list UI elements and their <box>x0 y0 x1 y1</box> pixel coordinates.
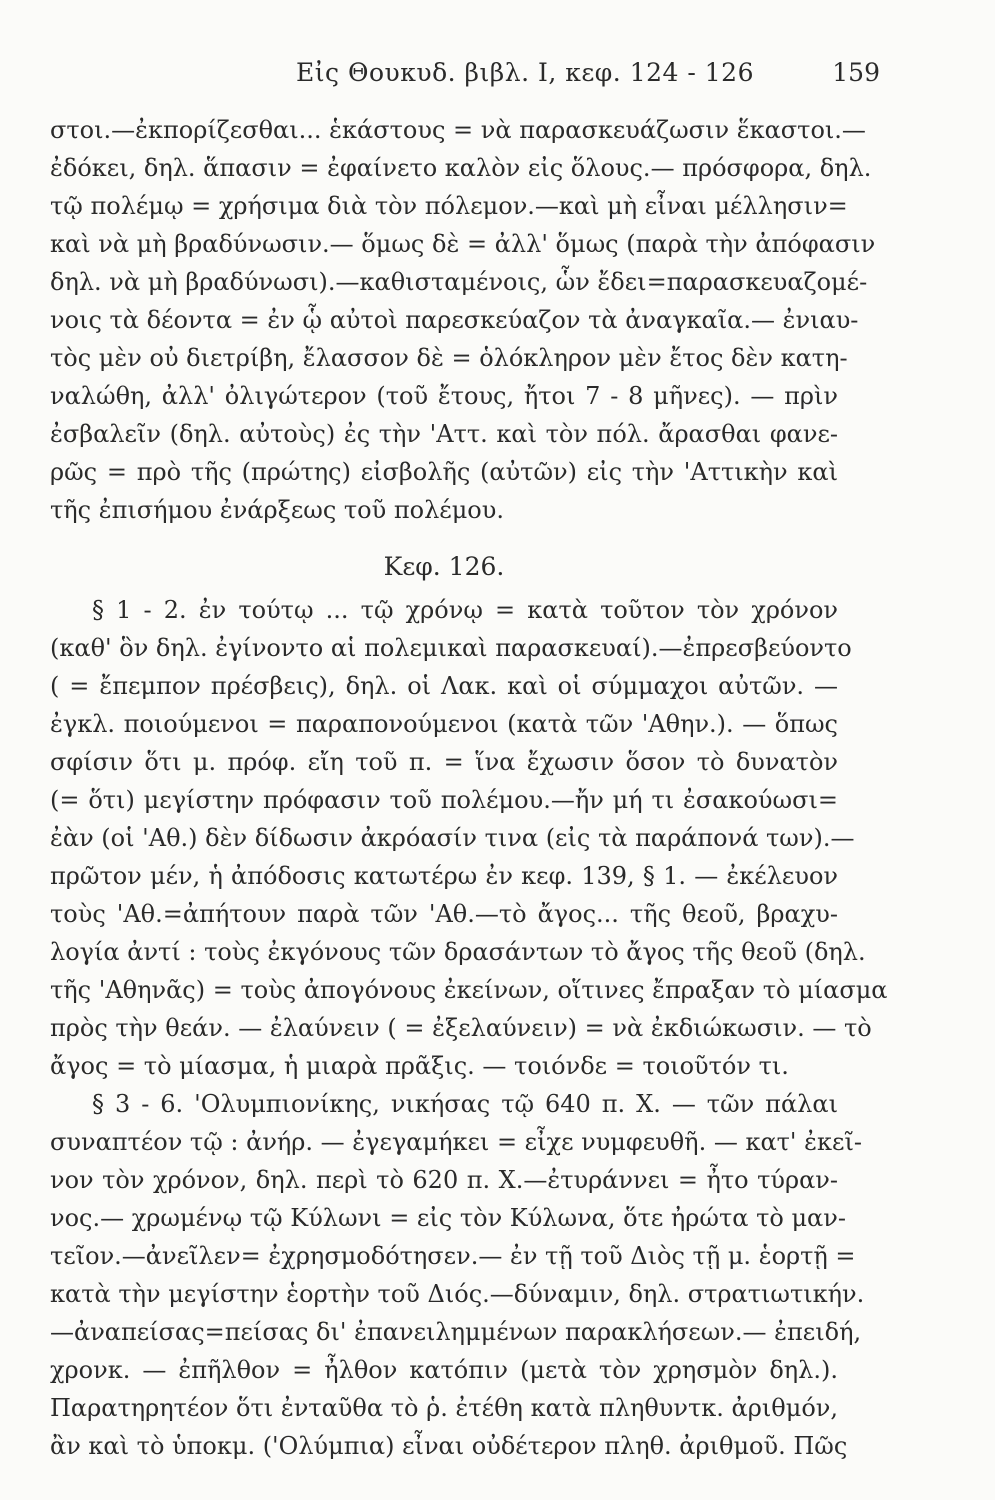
text-line: Παρατηρητέον ὅτι ἐνταῦθα τὸ ῥ. ἐτέθη κατὰ πληθυντκ. ἀριθμόν, <box>50 1394 838 1422</box>
text-line: ἄγος = τὸ μίασμα, ἡ μιαρὰ πρᾶξις. — τοιόνδε = τοιοῦτόν τι. <box>50 1052 789 1080</box>
text-line: τὸς μὲν οὐ διετρίβη, ἔλασσον δὲ = ὁλόκληρον μὲν ἔτος δὲν κατη- <box>50 344 848 372</box>
text-line: τῷ πολέμῳ = χρήσιμα διὰ τὸν πόλεμον.—καὶ μὴ εἶναι μέλλησιν= <box>50 192 848 220</box>
text-line: τοὺς 'Αθ.=ἀπήτουν παρὰ τῶν 'Αθ.—τὸ ἄγος... τῆς θεοῦ, βραχυ- <box>50 900 838 928</box>
text-line: σφίσιν ὅτι μ. πρόφ. εἴη τοῦ π. = ἵνα ἔχωσιν ὅσον τὸ δυνατὸν <box>50 748 838 776</box>
text-line: ἐσβαλεῖν (δηλ. αὐτοὺς) ἐς τὴν 'Αττ. καὶ τὸν πόλ. ἄρασθαι φανε- <box>50 420 838 448</box>
text-line: (= ὅτι) μεγίστην πρόφασιν τοῦ πολέμου.—ἤν μή τι ἐσακούωσι= <box>50 786 838 814</box>
text-line: δηλ. νὰ μὴ βραδύνωσι).—καθισταμένοις, ὧν ἔδει=παρασκευαζομέ- <box>50 268 868 296</box>
text-line: λογία ἀντί : τοὺς ἐκγόνους τῶν δρασάντων τὸ ἄγος τῆς θεοῦ (δηλ. <box>50 938 866 966</box>
text-line: συναπτέον τῷ : ἀνήρ. — ἐγεγαμήκει = εἶχε νυμφευθῆ. — κατ' ἐκεῖ- <box>50 1128 862 1156</box>
text-line: § 3 - 6. 'Ολυμπιονίκης, νικήσας τῷ 640 π. Χ. — τῶν πάλαι <box>92 1090 838 1118</box>
chapter-heading: Κεφ. 126. <box>383 552 505 581</box>
text-line: § 1 - 2. ἐν τούτῳ ... τῷ χρόνῳ = κατὰ τοῦτον τὸν χρόνον <box>92 596 838 624</box>
text-line: ρῶς = πρὸ τῆς (πρώτης) εἰσβολῆς (αὐτῶν) εἰς τὴν 'Αττικὴν καὶ <box>50 458 838 486</box>
running-title: Εἰς Θουκυδ. βιβλ. Ι, κεφ. 124 - 126 <box>296 58 754 87</box>
text-line: πρῶτον μέν, ἡ ἀπόδοσις κατωτέρω ἐν κεφ. 139, § 1. — ἐκέλευον <box>50 862 838 890</box>
text-line: (καθ' ὃν δηλ. ἐγίνοντο αἱ πολεμικαὶ παρασκευαί).—ἐπρεσβεύοντο <box>50 634 852 662</box>
text-line: —ἀναπείσας=πείσας δι' ἐπανειλημμένων παρακλήσεων.— ἐπειδή, <box>50 1318 862 1346</box>
text-line: τῆς 'Αθηνᾶς) = τοὺς ἀπογόνους ἐκείνων, οἵτινες ἔπραξαν τὸ μίασμα <box>50 976 888 1004</box>
text-line: χρονκ. — ἐπῆλθον = ἦλθον κατόπιν (μετὰ τὸν χρησμὸν δηλ.). <box>50 1356 838 1384</box>
page-number: 159 <box>832 58 880 87</box>
text-line: ( = ἔπεμπον πρέσβεις), δηλ. οἱ Λακ. καὶ οἱ σύμμαχοι αὐτῶν. — <box>50 672 838 700</box>
text-line: τεῖον.—ἀνεῖλεν= ἐχρησμοδότησεν.— ἐν τῇ τοῦ Διὸς τῇ μ. ἑορτῇ = <box>50 1242 856 1270</box>
text-line: καὶ νὰ μὴ βραδύνωσιν.— ὅμως δὲ = ἀλλ' ὅμως (παρὰ τὴν ἀπόφασιν <box>50 230 876 258</box>
text-line: νος.— χρωμένῳ τῷ Κύλωνι = εἰς τὸν Κύλωνα, ὅτε ἠρώτα τὸ μαν- <box>50 1204 846 1232</box>
text-line: νοις τὰ δέοντα = ἐν ᾧ αὐτοὶ παρεσκεύαζον τὰ ἀναγκαῖα.— ἐνιαυ- <box>50 306 859 334</box>
text-line: ἐδόκει, δηλ. ἅπασιν = ἐφαίνετο καλὸν εἰς ὅλους.— πρόσφορα, δηλ. <box>50 154 872 182</box>
text-line: ἐὰν (οἱ 'Αθ.) δὲν δίδωσιν ἀκρόασίν τινα (εἰς τὰ παράπονά των).— <box>50 824 855 852</box>
text-line: κατὰ τὴν μεγίστην ἑορτὴν τοῦ Διός.—δύναμιν, δηλ. στρατιωτικήν. <box>50 1280 865 1308</box>
text-line: τῆς ἐπισήμου ἐνάρξεως τοῦ πολέμου. <box>50 496 504 524</box>
text-line: πρὸς τὴν θεάν. — ἐλαύνειν ( = ἐξελαύνειν) = νὰ ἐκδιώκωσιν. — τὸ <box>50 1014 872 1042</box>
text-line: ἐγκλ. ποιούμενοι = παραπονούμενοι (κατὰ τῶν 'Αθην.). — ὅπως <box>50 710 838 738</box>
text-line: στοι.—ἐκπορίζεσθαι... ἑκάστους = νὰ παρασκευάζωσιν ἕκαστοι.— <box>50 116 866 144</box>
text-line: ἂν καὶ τὸ ὑποκμ. ('Ολύμπια) εἶναι οὐδέτερον πληθ. ἀριθμοῦ. Πῶς <box>50 1432 848 1460</box>
text-line: ναλώθη, ἀλλ' ὀλιγώτερον (τοῦ ἔτους, ἤτοι 7 - 8 μῆνες). — πρὶν <box>50 382 838 410</box>
text-line: νον τὸν χρόνον, δηλ. περὶ τὸ 620 π. Χ.—ἐτυράννει = ἦτο τύραν- <box>50 1166 838 1194</box>
